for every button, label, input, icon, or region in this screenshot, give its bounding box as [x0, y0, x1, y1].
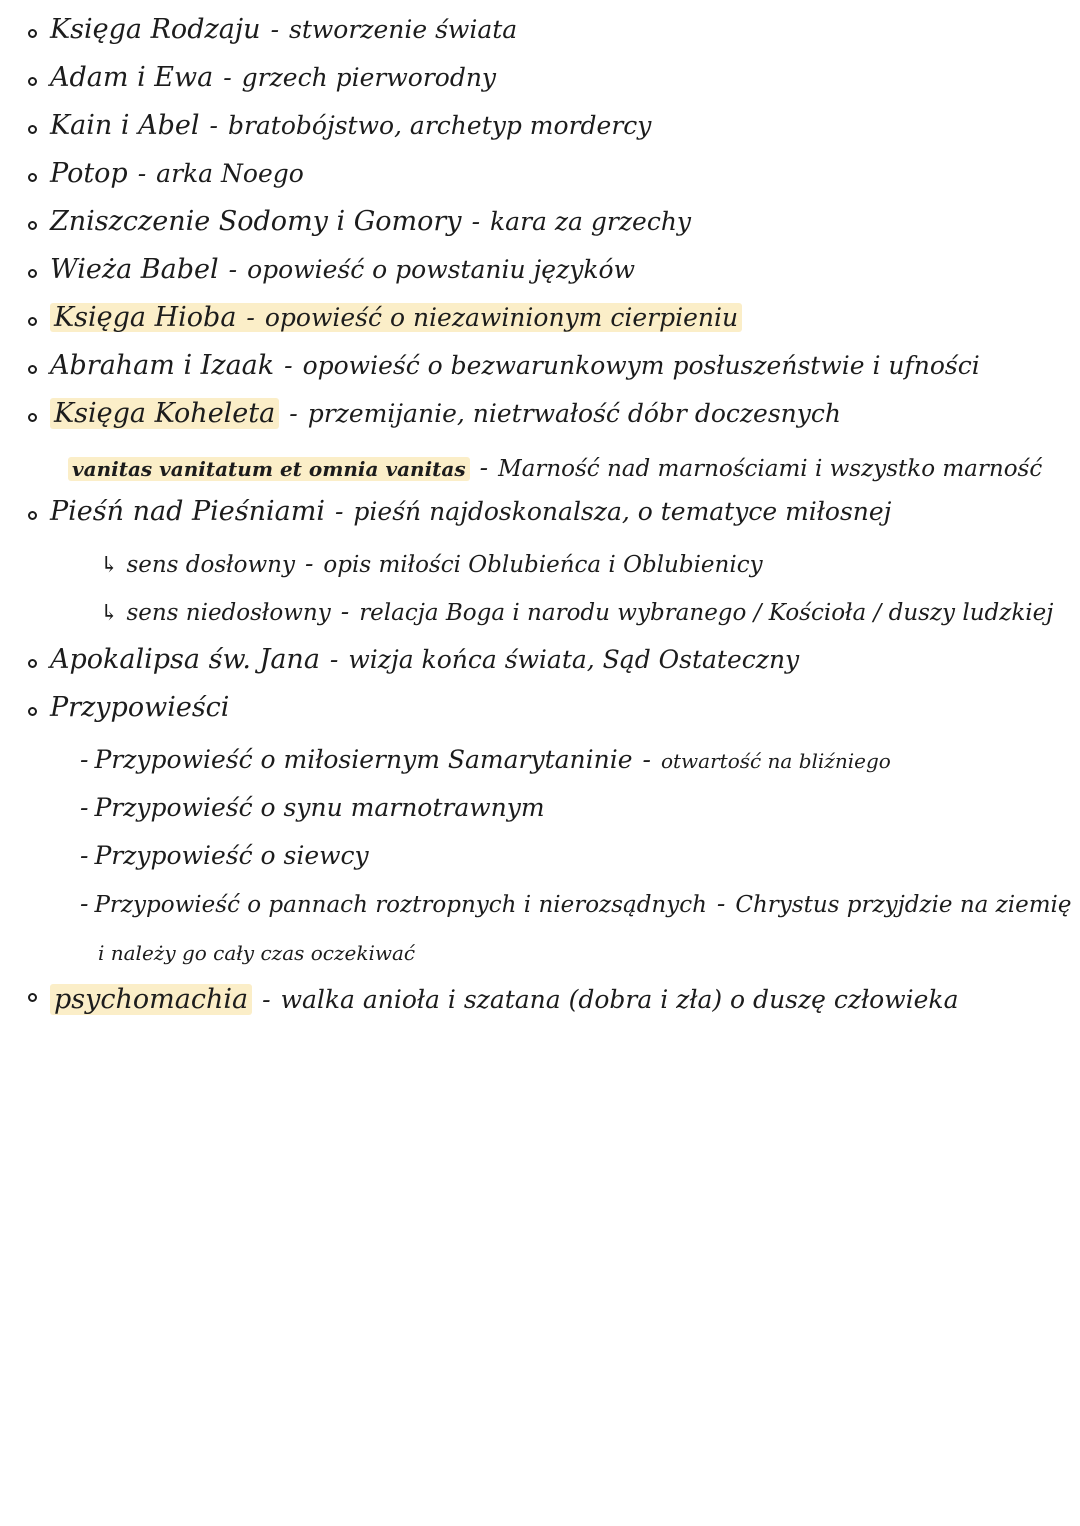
bullet-dot — [28, 659, 37, 668]
dash-marker: - — [80, 793, 89, 822]
bullet-dot — [28, 269, 37, 278]
note-line — [50, 206, 691, 238]
note-description: stworzenie świata — [289, 15, 518, 44]
note-separator: - — [479, 453, 489, 482]
note-separator: - — [471, 207, 481, 236]
note-separator: - — [246, 303, 255, 332]
dash-marker: - — [80, 841, 89, 870]
bullet-dot — [28, 365, 37, 374]
note-term: Apokalipsa św. Jana — [50, 644, 320, 675]
bullet-dot — [28, 707, 37, 716]
note-subline — [68, 452, 1042, 485]
note-description: opowieść o powstaniu języków — [247, 255, 635, 284]
note-line — [50, 644, 799, 676]
note-description: opowieść o bezwarunkowym posłuszeństwie i ufności — [302, 351, 980, 380]
bullet-dot — [28, 29, 37, 38]
highlight-marker — [50, 303, 742, 332]
note-separator: - — [209, 111, 218, 140]
parable-title: Przypowieść o siewcy — [94, 841, 369, 870]
dash-marker: - — [80, 889, 89, 918]
note-term: Potop — [50, 158, 128, 189]
sense-description: relacja Boga i narodu wybranego / Kościoła / duszy ludzkiej — [359, 600, 1054, 626]
sense-label: sens niedosłowny — [126, 600, 331, 626]
note-line — [50, 350, 980, 382]
note-term: Przypowieści — [50, 692, 230, 723]
note-term: Kain i Abel — [50, 110, 200, 141]
note-line — [50, 398, 841, 430]
note-line — [50, 496, 891, 528]
note-line — [50, 110, 651, 142]
note-term: Pieśń nad Pieśniami — [50, 496, 325, 527]
parable-meaning: Chrystus przyjdzie na ziemię — [735, 892, 1072, 918]
note-term: Wieża Babel — [50, 254, 219, 285]
note-separator: - — [289, 399, 298, 428]
note-separator: - — [304, 549, 314, 578]
latin-quote: vanitas vanitatum et omnia vanitas — [68, 457, 470, 481]
note-line — [50, 62, 496, 94]
note-line — [50, 692, 229, 724]
sense-label: sens dosłowny — [126, 552, 295, 578]
note-line — [50, 158, 304, 190]
note-term: Księga Hioba — [54, 302, 237, 333]
dash-marker: - — [80, 745, 89, 774]
bullet-dot — [28, 413, 37, 422]
note-description: opowieść o niezawinionym cierpieniu — [264, 303, 739, 332]
bullet-dot — [28, 125, 37, 134]
parable-title: Przypowieść o pannach roztropnych i nierozsądnych — [94, 892, 707, 918]
parable-line — [80, 888, 1072, 921]
note-separator: - — [137, 159, 147, 188]
quote-translation: Marność nad marnościami i wszystko marność — [498, 456, 1043, 482]
note-separator: - — [329, 645, 339, 674]
note-term: Abraham i Izaak — [50, 350, 275, 381]
note-line — [50, 14, 517, 46]
note-description: pieśń najdoskonalsza, o tematyce miłosnej — [353, 497, 892, 526]
note-separator: - — [270, 15, 280, 44]
bullet-dot — [28, 993, 37, 1002]
note-description: wizja końca świata, Sąd Ostateczny — [348, 645, 800, 674]
note-separator: - — [334, 497, 344, 526]
sense-description: opis miłości Oblubieńca i Oblubienicy — [323, 552, 763, 578]
note-separator: - — [284, 351, 293, 380]
note-separator: - — [228, 255, 238, 284]
note-description: kara za grzechy — [490, 207, 692, 236]
note-separator: - — [642, 745, 651, 774]
note-line — [50, 254, 635, 286]
bullet-dot — [28, 511, 37, 520]
bullet-dot — [28, 221, 37, 230]
note-description: grzech pierworodny — [241, 63, 497, 92]
note-term: Księga Koheleta — [50, 398, 279, 429]
bullet-dot — [28, 317, 37, 326]
parable-meaning-continued: i należy go cały czas oczekiwać — [98, 941, 416, 965]
sense-line — [100, 596, 1053, 630]
parable-title: Przypowieść o miłosiernym Samarytaninie — [94, 745, 633, 774]
bullet-dot — [28, 173, 37, 182]
sense-line — [100, 548, 763, 582]
parable-continuation — [98, 936, 415, 969]
note-description: bratobójstwo, archetyp mordercy — [227, 111, 652, 140]
arrow-icon: ↳ — [100, 601, 119, 626]
parable-title: Przypowieść o synu marnotrawnym — [94, 793, 545, 822]
note-separator: - — [223, 63, 232, 92]
parable-line — [80, 744, 891, 777]
arrow-icon: ↳ — [100, 553, 119, 578]
note-separator: - — [340, 597, 350, 626]
parable-line — [80, 840, 369, 872]
parable-meaning: otwartość na bliźniego — [660, 749, 891, 773]
bullet-dot — [28, 77, 37, 86]
note-description: przemijanie, nietrwałość dóbr doczesnych — [307, 399, 842, 428]
parable-line — [80, 792, 545, 824]
note-term: psychomachia — [50, 984, 252, 1015]
note-line — [50, 302, 742, 334]
note-term: Zniszczenie Sodomy i Gomory — [50, 206, 462, 237]
note-description: walka anioła i szatana (dobra i zła) o duszę człowieka — [280, 985, 959, 1014]
note-description: arka Noego — [156, 159, 304, 188]
note-term: Księga Rodzaju — [50, 14, 261, 45]
note-term: Adam i Ewa — [50, 62, 214, 93]
note-line — [50, 984, 958, 1016]
note-separator: - — [262, 985, 271, 1014]
note-separator: - — [716, 889, 726, 918]
